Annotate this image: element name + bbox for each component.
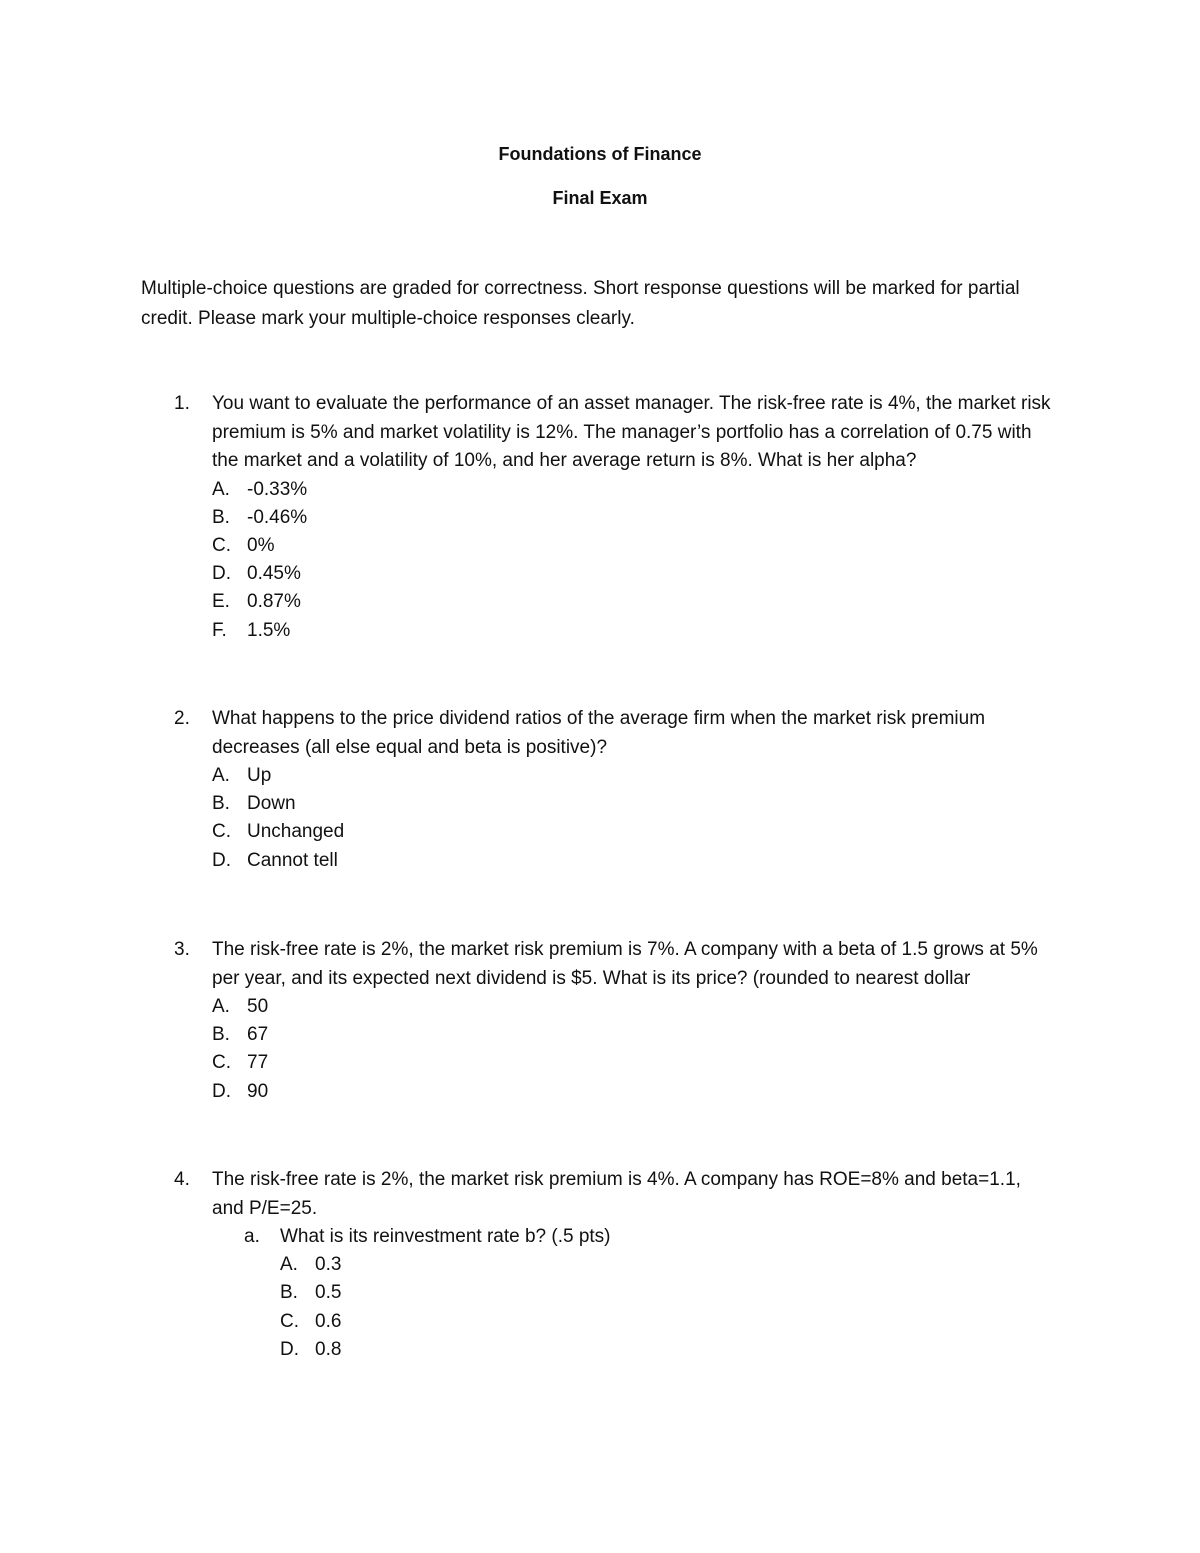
choice-option[interactable] (280, 1279, 1054, 1307)
choice-text: Down (247, 793, 296, 815)
choice-option[interactable] (212, 532, 1054, 560)
choice-letter: D. (212, 1080, 231, 1102)
choice-letter: B. (212, 506, 230, 528)
choice-list (212, 762, 1054, 875)
sub-question-a (244, 1223, 1054, 1364)
choice-letter: A. (212, 478, 230, 500)
choice-letter: A. (280, 1254, 298, 1276)
question-number: 1. (174, 393, 190, 414)
choice-letter: C. (280, 1310, 299, 1332)
choice-option[interactable] (212, 1078, 1054, 1106)
question-3 (174, 936, 1054, 1106)
choice-option[interactable] (212, 1021, 1054, 1049)
choice-text: 0.3 (315, 1254, 342, 1276)
choice-letter: C. (212, 534, 231, 556)
sub-question-letter: a. (244, 1226, 260, 1247)
choice-option[interactable] (212, 818, 1054, 846)
question-number: 4. (174, 1169, 190, 1190)
choice-text: 50 (247, 996, 269, 1017)
choice-letter: D. (212, 563, 231, 585)
choice-letter: B. (212, 793, 230, 815)
choice-letter: D. (280, 1338, 299, 1360)
choice-option[interactable] (212, 560, 1054, 588)
question-number: 2. (174, 708, 190, 729)
choice-option[interactable] (212, 762, 1054, 790)
question-number: 3. (174, 939, 190, 960)
choice-letter: C. (212, 821, 231, 843)
choice-letter: A. (212, 765, 230, 786)
choice-text: 0.8 (315, 1338, 342, 1360)
choice-letter: E. (212, 591, 230, 613)
choice-option[interactable] (280, 1251, 1054, 1279)
choice-option[interactable] (280, 1308, 1054, 1336)
choice-letter: F. (212, 619, 227, 641)
choice-letter: D. (212, 849, 231, 871)
choice-option[interactable] (212, 1049, 1054, 1077)
choice-text: 77 (247, 1052, 269, 1074)
choice-option[interactable] (212, 993, 1054, 1021)
choice-text: Cannot tell (247, 849, 338, 871)
choice-text: 0.87% (247, 591, 301, 613)
choice-letter: B. (280, 1282, 298, 1304)
document-subtitle: Final Exam (552, 188, 648, 208)
choice-letter: A. (212, 996, 230, 1017)
choice-option[interactable] (212, 617, 1054, 645)
choice-text: Up (247, 765, 272, 786)
document-title: Foundations of Finance (498, 144, 702, 164)
sub-question-text: What is its reinvestment rate b? (.5 pts) (280, 1226, 611, 1247)
choice-text: -0.33% (247, 478, 308, 500)
choice-option[interactable] (212, 504, 1054, 532)
question-1 (174, 390, 1054, 645)
question-text: The risk-free rate is 2%, the market risk premium is 7%. A company with a beta of 1.5 grows at 5% per year, and its expected next dividend is $5. What is its price? (rounded to nearest dollar (212, 939, 1038, 989)
question-text: You want to evaluate the performance of an asset manager. The risk-free rate is 4%, the market risk premium is 5% and market volatility is 12%. The manager’s portfolio has a correlation of 0.75 with the market and a volatility of 10%, and her average return is 8%. What is her alpha? (212, 393, 1051, 471)
choice-text: 1.5% (247, 619, 291, 641)
choice-text: 90 (247, 1080, 269, 1102)
question-text: What happens to the price dividend ratios of the average firm when the market risk premium decreases (all else equal and beta is positive)? (212, 708, 986, 758)
choice-text: -0.46% (247, 506, 308, 528)
choice-text: 0.45% (247, 563, 301, 585)
question-text: The risk-free rate is 2%, the market risk premium is 4%. A company has ROE=8% and beta=1.1, and P/E=25. (212, 1169, 1021, 1219)
question-4 (174, 1166, 1054, 1364)
choice-text: 67 (247, 1024, 269, 1046)
choice-letter: B. (212, 1024, 230, 1046)
choice-list (212, 476, 1054, 645)
choice-list (212, 993, 1054, 1106)
choice-option[interactable] (212, 588, 1054, 616)
choice-text: 0% (247, 534, 275, 556)
choice-letter: C. (212, 1052, 231, 1074)
choice-option[interactable] (280, 1336, 1054, 1364)
choice-list (280, 1251, 1054, 1364)
choice-option[interactable] (212, 790, 1054, 818)
choice-text: 0.6 (315, 1310, 342, 1332)
choice-text: 0.5 (315, 1282, 342, 1304)
choice-option[interactable] (212, 476, 1054, 504)
instructions-paragraph: Multiple-choice questions are graded for correctness. Short response questions will be marked for partial credit. Please mark your multiple-choice responses clearly. (141, 278, 1020, 329)
choice-option[interactable] (212, 847, 1054, 875)
question-2 (174, 705, 1054, 875)
choice-text: Unchanged (247, 821, 345, 843)
